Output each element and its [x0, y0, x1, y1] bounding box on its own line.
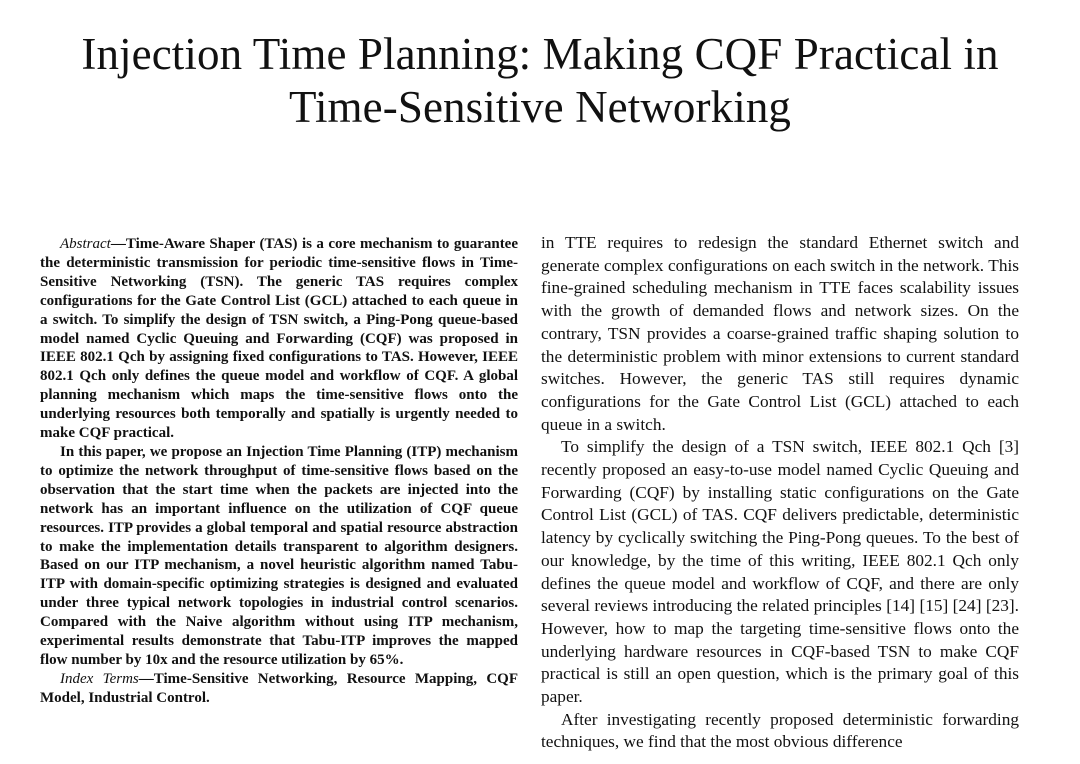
- abstract-paragraph-2: In this paper, we propose an Injection Time Planning (ITP) mechanism to optimize the network throughput of time-sensitive flows based on the observation that the start time when the packets are injected into the network has an important influence on the utilization of CQF queue resources. ITP provides a global temporal and spatial resource abstraction to make the implementation details transparent to algorithm designers. Based on our ITP mechanism, a novel heuristic algorithm named Tabu-ITP with domain-specific optimizing strategies is designed and evaluated under three typical network topologies in industrial control scenarios. Compared with the Naive algorithm without using ITP mechanism, experimental results demonstrate that Tabu-ITP improves the mapped flow number by 10x and the resource utilization by 65%.: [40, 443, 518, 668]
- right-column: [541, 232, 1019, 754]
- paper-title: Injection Time Planning: Making CQF Practical in Time-Sensitive Networking: [81, 29, 999, 132]
- body-paragraph-2: To simplify the design of a TSN switch, IEEE 802.1 Qch [3] recently proposed an easy-to-use model named Cyclic Queuing and Forwarding (CQF) by installing static configurations on the Gate Control List (GCL) of TAS. CQF delivers predictable, deterministic latency by cyclically switching the Ping-Pong queues. To the best of our knowledge, by the time of this writing, IEEE 802.1 Qch only defines the queue model and workflow of CQF, and there are only several reviews introducing the related principles [14] [15] [24] [23]. However, how to map the targeting time-sensitive flows onto the underlying hardware resources in CQF-based TSN to make CQF practical is still an open question, which is the primary goal of this paper.: [541, 437, 1019, 707]
- body-paragraph-3: After investigating recently proposed deterministic forwarding techniques, we find that the most obvious difference: [541, 709, 1019, 752]
- index-terms: [40, 670, 518, 708]
- abstract-text-1: —Time-Aware Shaper (TAS) is a core mechanism to guarantee the deterministic transmission for periodic time-sensitive flows in Time-Sensitive Networking (TSN). The generic TAS requires complex configurations for the Gate Control List (GCL) attached to each queue in a switch. To simplify the design of TSN switch, a Ping-Pong queue-based model named Cyclic Queuing and Forwarding (CQF) was proposed in IEEE 802.1 Qch by assigning fixed configurations to TAS. However, IEEE 802.1 Qch only defines the queue model and workflow of CQF. A global planning mechanism which maps the time-sensitive flows onto the underlying resources both temporally and spatially is urgently needed to make CQF practical.: [40, 236, 518, 442]
- index-terms-label: Index Terms: [60, 670, 139, 687]
- index-terms-text: —Time-Sensitive Networking, Resource Mapping, CQF Model, Industrial Control.: [40, 670, 518, 706]
- abstract-paragraph-1: [40, 235, 518, 443]
- left-column: [40, 235, 518, 708]
- body-paragraph-1: in TTE requires to redesign the standard Ethernet switch and generate complex configurations on each switch in the network. This fine-grained scheduling mechanism in TTE faces scalability issues with the growth of demanded flows and network sizes. On the contrary, TSN provides a coarse-grained traffic shaping solution to the deterministic problem with minor extensions to current standard switches. However, the generic TAS still requires dynamic configurations for the Gate Control List (GCL) attached to each queue in a switch.: [541, 233, 1019, 434]
- abstract-label: Abstract: [60, 236, 111, 252]
